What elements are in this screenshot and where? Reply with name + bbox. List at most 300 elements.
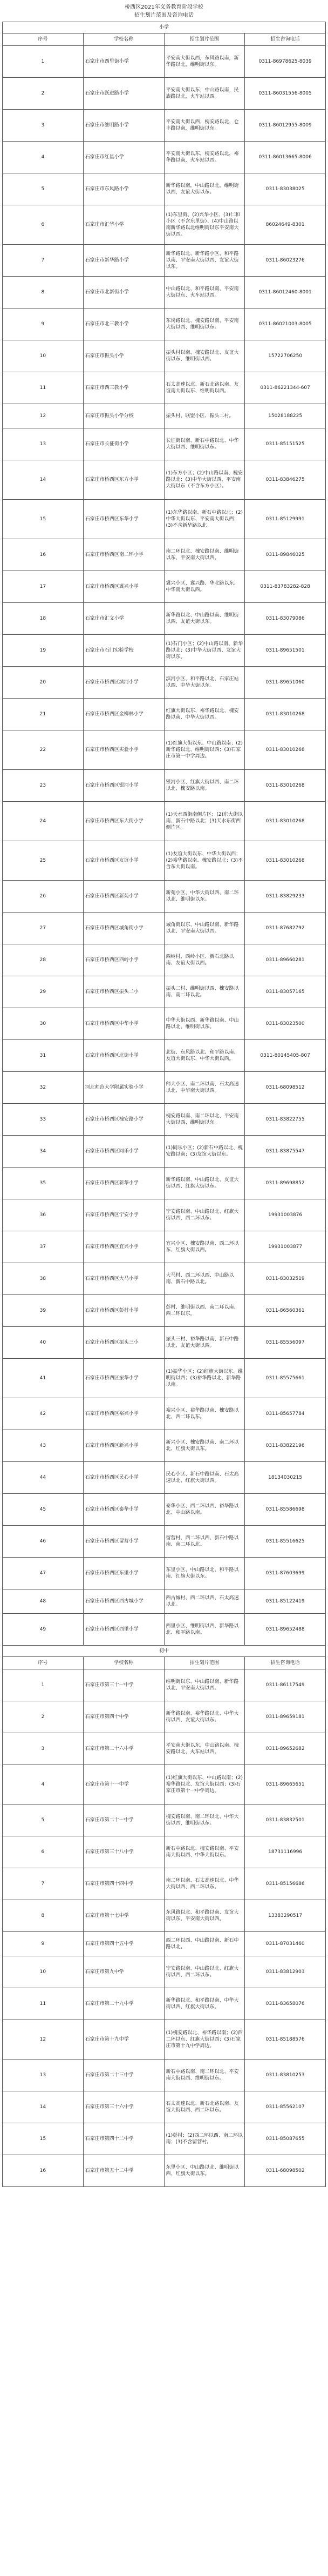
consult-phone: 0311-89652682 xyxy=(245,1733,326,1765)
school-name: 石家庄市桥西区泰华小学 xyxy=(83,1494,164,1526)
school-name: 石家庄市第四十五中学 xyxy=(83,1932,164,1956)
table-row xyxy=(3,2020,326,2060)
school-name: 石家庄市第三十八中学 xyxy=(83,1836,164,1868)
consult-phone: 18731116996 xyxy=(245,1836,326,1868)
enrollment-area: 城角街以东、中山路以南、新华路以北、平安南大街以西。 xyxy=(164,913,245,944)
school-name: 石家庄市第十一中学 xyxy=(83,1765,164,1804)
row-number: 40 xyxy=(3,1327,84,1359)
enrollment-area: 南二环以北、槐安路以南、维明街以东、平安南大街以西。 xyxy=(164,539,245,571)
enrollment-area: 石太高速以北、新石北路以南、友谊大街以西、西二环以东。 xyxy=(164,2091,245,2123)
enrollment-area: 新华路以北、中山路以南、维明街以西、友谊大街以东。 xyxy=(164,603,245,635)
school-name: 石家庄市桥西区裕兴小学 xyxy=(83,1398,164,1430)
enrollment-area: 东里小区、中山路以北、维明街以西、红旗大街以东。 xyxy=(164,2155,245,2187)
school-name: 石家庄市第二十六中学 xyxy=(83,1733,164,1765)
enrollment-area: 槐安路以南、南二环以北、中华大街以西、维明街以东。 xyxy=(164,1804,245,1836)
consult-phone: 0311-85151525 xyxy=(245,428,326,460)
school-name: 石家庄市振头小学 xyxy=(83,340,164,372)
table-row xyxy=(3,142,326,173)
consult-phone: 0311-68098512 xyxy=(245,1072,326,1104)
row-number: 16 xyxy=(3,2155,84,2187)
consult-phone: 13383290517 xyxy=(245,1900,326,1932)
school-name: 石家庄市桥西区中华小学 xyxy=(83,1008,164,1040)
school-name: 石家庄市第三十六中学 xyxy=(83,2091,164,2123)
consult-phone: 0311-85586698 xyxy=(245,1494,326,1526)
header-area: 招生划片范围 xyxy=(164,1657,245,1669)
table-row xyxy=(3,372,326,404)
consult-phone: 0311-85562107 xyxy=(245,2091,326,2123)
school-name: 石家庄市第二十一中学 xyxy=(83,1804,164,1836)
school-name: 石家庄市桥西区东华小学 xyxy=(83,500,164,539)
primary-section xyxy=(3,22,326,1646)
school-name: 石家庄市红星小学 xyxy=(83,142,164,173)
school-name: 石家庄市第十七中学 xyxy=(83,1900,164,1932)
table-row xyxy=(3,1494,326,1526)
enrollment-area: 西岭村、西岭小区、新石北路以南、友谊大街以西。 xyxy=(164,944,245,976)
enrollment-area: 新华路以南、中山路以北、友谊大街以西、红旗大街以东。 xyxy=(164,1168,245,1199)
row-number: 17 xyxy=(3,571,84,603)
table-row xyxy=(3,1359,326,1398)
row-number: 48 xyxy=(3,1589,84,1614)
school-name: 石家庄市桥西区冀兴小学 xyxy=(83,571,164,603)
row-number: 24 xyxy=(3,802,84,841)
row-number: 11 xyxy=(3,372,84,404)
enrollment-area: 新华路以北、新华路小区、和平路以南、平安南大街以西、友谊大街以东。 xyxy=(164,245,245,277)
row-number: 31 xyxy=(3,1040,84,1072)
consult-phone: 0311-89659181 xyxy=(245,1701,326,1733)
row-number: 15 xyxy=(3,500,84,539)
row-number: 37 xyxy=(3,1231,84,1263)
row-number: 21 xyxy=(3,699,84,730)
consult-phone: 15028188225 xyxy=(245,404,326,428)
table-row xyxy=(3,1168,326,1199)
enrollment-area: 泰华小区、西二环以西、裕华路以北、中山路以南。 xyxy=(164,1494,245,1526)
enrollment-area: 彭村、维明街以西、南二环以南、西二环以东。 xyxy=(164,1295,245,1327)
row-number: 44 xyxy=(3,1462,84,1494)
table-row xyxy=(3,1558,326,1589)
header-school: 学校名称 xyxy=(83,33,164,46)
school-name: 石家庄市第二十九中学 xyxy=(83,1988,164,2020)
school-name: 石家庄市桥西区新苑小学 xyxy=(83,881,164,913)
enrollment-area: (1)东华路以南、新石中路以北；(2)中华大街以东、平安南大街以西；(3)不含新华路以北。 xyxy=(164,500,245,539)
school-name: 石家庄市汇文小学 xyxy=(83,603,164,635)
table-row xyxy=(3,110,326,142)
consult-phone: 0311-83846275 xyxy=(245,460,326,500)
enrollment-area: 新苑小区、中华大街以西、南二环以北、维明街以东。 xyxy=(164,881,245,913)
consult-phone: 0311-83038025 xyxy=(245,173,326,205)
school-name: 石家庄市西三教小学 xyxy=(83,372,164,404)
row-number: 39 xyxy=(3,1295,84,1327)
school-name: 石家庄市桥西区振头三小 xyxy=(83,1327,164,1359)
table-row xyxy=(3,802,326,841)
table-row xyxy=(3,308,326,340)
row-number: 34 xyxy=(3,1136,84,1168)
row-number: 49 xyxy=(3,1614,84,1646)
school-name: 石家庄市桥西区新华小学 xyxy=(83,1168,164,1199)
school-name: 石家庄市振头小学分校 xyxy=(83,404,164,428)
enrollment-area: 中山路以北、和平路以南、平安南大街以东、火车站以西。 xyxy=(164,277,245,308)
row-number: 11 xyxy=(3,1988,84,2020)
table-row xyxy=(3,1900,326,1932)
school-name: 石家庄市东风路小学 xyxy=(83,173,164,205)
table-row xyxy=(3,699,326,730)
table-row xyxy=(3,635,326,667)
table-row xyxy=(3,1040,326,1072)
middle-section xyxy=(3,1646,326,2187)
table-row xyxy=(3,500,326,539)
row-number: 13 xyxy=(3,2060,84,2091)
table-row xyxy=(3,1199,326,1231)
school-name: 石家庄市桥西区西古城小学 xyxy=(83,1589,164,1614)
row-number: 22 xyxy=(3,730,84,770)
consult-phone: 0311-87682792 xyxy=(245,913,326,944)
enrollment-area: (1)东里街、(2)兴华小区、(3)仁和小区（不含东里街）、(4)中山路以南新华路以北维明街以东平安南大街以西。 xyxy=(164,205,245,245)
enrollment-area: 平安南大街以西，槐安路以北，仓丰路以南，维明街以东。 xyxy=(164,110,245,142)
enrollment-area: 新石中路以北、槐安路以南、平安南大街以西、中华大街以东。 xyxy=(164,1836,245,1868)
consult-phone: 0311-83783282-828 xyxy=(245,571,326,603)
table-row xyxy=(3,770,326,802)
table-row xyxy=(3,2091,326,2123)
consult-phone: 0311-85087655 xyxy=(245,2123,326,2155)
row-number: 47 xyxy=(3,1558,84,1589)
consult-phone: 0311-83023500 xyxy=(245,1008,326,1040)
row-number: 35 xyxy=(3,1168,84,1199)
enrollment-area: 平安南大街以东，中山路以南，民族路以北，火车站以西。 xyxy=(164,78,245,110)
enrollment-area: 平安南大街以东，槐安路以北，裕华路以南，火车站以西。 xyxy=(164,142,245,173)
school-name: 石家庄市桥西区槐安路小学 xyxy=(83,1104,164,1136)
row-number: 30 xyxy=(3,1008,84,1040)
enrollment-area: 石太高速以北、新石北路以南、友谊南大街以东、维明街以西。 xyxy=(164,372,245,404)
school-name: 石家庄市汇华小学 xyxy=(83,205,164,245)
enrollment-area: (1)红旗大街以东、中山路以南；(2)新华路以北、维明街以西；(3)石家庄市第一中学周边。 xyxy=(164,730,245,770)
title-block xyxy=(0,0,328,22)
row-number: 5 xyxy=(3,1804,84,1836)
consult-phone: 0311-89651060 xyxy=(245,667,326,699)
enrollment-area: (1)天水西街南侧片区；(2)东大街以南、新石中路以北；(3)天水东街西侧片区。 xyxy=(164,802,245,841)
table-row xyxy=(3,571,326,603)
consult-phone: 0311-68098502 xyxy=(245,2155,326,2187)
enrollment-area: 平安南大街以西，东风路以南，新华路以北，维明街以东。 xyxy=(164,46,245,78)
table-row xyxy=(3,1589,326,1614)
row-number: 43 xyxy=(3,1430,84,1462)
consult-phone: 0311-86560361 xyxy=(245,1295,326,1327)
consult-phone: 0311-83079086 xyxy=(245,603,326,635)
table-row xyxy=(3,841,326,881)
school-name: 石家庄市桥西区新兴小学 xyxy=(83,1430,164,1462)
consult-phone: 86024649-8301 xyxy=(245,205,326,245)
row-number: 28 xyxy=(3,944,84,976)
row-number: 1 xyxy=(3,1669,84,1701)
row-number: 3 xyxy=(3,110,84,142)
row-number: 23 xyxy=(3,770,84,802)
table-row xyxy=(3,539,326,571)
row-number: 46 xyxy=(3,1526,84,1558)
table-row xyxy=(3,976,326,1008)
consult-phone: 0311-89846025 xyxy=(245,539,326,571)
table-row xyxy=(3,428,326,460)
row-number: 2 xyxy=(3,1701,84,1733)
consult-phone: 0311-80145405-807 xyxy=(245,1040,326,1072)
table-row xyxy=(3,603,326,635)
enrollment-area: 西里小区、维明街以西、新华路以北、和平路以南。 xyxy=(164,1614,245,1646)
school-name: 石家庄市跃进路小学 xyxy=(83,78,164,110)
consult-phone: 0311-89651501 xyxy=(245,635,326,667)
page-title: 桥西区2021年义务教育阶段学校 xyxy=(125,4,203,10)
school-name: 河北师范大学附属实验小学 xyxy=(83,1072,164,1104)
row-number: 9 xyxy=(3,308,84,340)
enrollment-area: 东风路以北、和平路以南、友谊大街以东、平安南大街以西。 xyxy=(164,1900,245,1932)
table-row xyxy=(3,944,326,976)
enrollment-area: 宁安路以南、中山路以北、红旗大街以西、西二环以东。 xyxy=(164,1199,245,1231)
school-name: 石家庄市桥西区滨河小学 xyxy=(83,667,164,699)
row-number: 5 xyxy=(3,173,84,205)
table-row xyxy=(3,1231,326,1263)
row-number: 10 xyxy=(3,340,84,372)
table-row xyxy=(3,881,326,913)
consult-phone: 18134030215 xyxy=(245,1462,326,1494)
row-number: 26 xyxy=(3,881,84,913)
enrollment-area: 冀兴小区、冀兴路、华北路以东、中华南大街以西。 xyxy=(164,571,245,603)
table-row xyxy=(3,1868,326,1900)
table-row xyxy=(3,913,326,944)
consult-phone: 0311-83010268 xyxy=(245,730,326,770)
enrollment-area: 宜兴小区、槐安路以南、西二环以东、红旗大街以西。 xyxy=(164,1231,245,1263)
enrollment-area: (1)友谊大街以东、中华大街以西；(2)裕华路以南、槐安路以北；(3)不含东大街以南。 xyxy=(164,841,245,881)
school-name: 石家庄市桥西区友谊小学 xyxy=(83,841,164,881)
section-row-middle xyxy=(3,1646,326,1657)
row-number: 42 xyxy=(3,1398,84,1430)
header-no: 序号 xyxy=(3,33,84,46)
table-row xyxy=(3,730,326,770)
row-number: 38 xyxy=(3,1263,84,1295)
row-number: 6 xyxy=(3,205,84,245)
enrollment-area: 滨河小区、和平路以北、石家庄站以西、中华大街以东。 xyxy=(164,667,245,699)
table-row xyxy=(3,1956,326,1988)
section-label-middle: 初中 xyxy=(3,1646,326,1657)
enrollment-area: 民心小区、新石中路以南、石太高速以北、红旗大街以西。 xyxy=(164,1462,245,1494)
school-name: 石家庄市桥西区彭村小学 xyxy=(83,1295,164,1327)
row-number: 20 xyxy=(3,667,84,699)
table-row xyxy=(3,1836,326,1868)
enrollment-area: 东里小区、中山路以北、和平路以南、红旗大街以东。 xyxy=(164,1558,245,1589)
table-row xyxy=(3,2155,326,2187)
enrollment-area: 振头二村、维明街以西、槐安路以南、南二环以北。 xyxy=(164,976,245,1008)
school-name: 石家庄市桥西区北街小学 xyxy=(83,1040,164,1072)
consult-phone: 0311-83010268 xyxy=(245,770,326,802)
consult-phone: 0311-83032519 xyxy=(245,1263,326,1295)
consult-phone: 0311-86978625-8039 xyxy=(245,46,326,78)
consult-phone: 19931003876 xyxy=(245,1199,326,1231)
school-name: 石家庄市第五十二中学 xyxy=(83,2155,164,2187)
enrollment-area: 新华路以南、裕华路以北、中华大街以西、友谊大街以东。 xyxy=(164,1701,245,1733)
row-number: 36 xyxy=(3,1199,84,1231)
header-phone: 招生咨询电话 xyxy=(245,1657,326,1669)
enrollment-area: (1)石门小区；(2)中山路以南、新华路以北；(3)中华大街以西、友谊大街以东。 xyxy=(164,635,245,667)
consult-phone: 0311-85516625 xyxy=(245,1526,326,1558)
row-number: 7 xyxy=(3,245,84,277)
school-name: 石家庄市新华路小学 xyxy=(83,245,164,277)
enrollment-area: 留营村、西二环以西、新石中路以南、南二环以北。 xyxy=(164,1526,245,1558)
school-name: 石家庄市第二十三中学 xyxy=(83,2060,164,2091)
school-name: 石家庄市桥西区大马小学 xyxy=(83,1263,164,1295)
consult-phone: 15722706250 xyxy=(245,340,326,372)
table-row xyxy=(3,78,326,110)
consult-phone: 19931003877 xyxy=(245,1231,326,1263)
table-row xyxy=(3,245,326,277)
consult-phone: 0311-86012955-8009 xyxy=(245,110,326,142)
page-subtitle: 招生划片范围及咨询电话 xyxy=(134,12,194,18)
enrollment-area: 新华路以南，中山路以北，维明街以西，友谊大街以东。 xyxy=(164,173,245,205)
table-row xyxy=(3,1669,326,1701)
consult-phone: 0311-85575661 xyxy=(245,1359,326,1398)
header-school: 学校名称 xyxy=(83,1657,164,1669)
row-number: 18 xyxy=(3,603,84,635)
consult-phone: 0311-83010268 xyxy=(245,699,326,730)
consult-phone: 0311-83812903 xyxy=(245,1956,326,1988)
consult-phone: 0311-86023276 xyxy=(245,245,326,277)
school-name: 石家庄市桥西区南二环小学 xyxy=(83,539,164,571)
school-name: 石家庄市石门实验学校 xyxy=(83,635,164,667)
consult-phone: 0311-83658076 xyxy=(245,1988,326,2020)
enrollment-area: 师大小区、南二环以南、石太高速以北、中华南大街以西。 xyxy=(164,1072,245,1104)
enrollment-area: 新石中路以南、南二环以北、平安南大街以西、维明街以东。 xyxy=(164,2060,245,2091)
table-row xyxy=(3,46,326,78)
header-no: 序号 xyxy=(3,1657,84,1669)
row-number: 10 xyxy=(3,1956,84,1988)
consult-phone: 0311-83010268 xyxy=(245,802,326,841)
table-row xyxy=(3,1398,326,1430)
row-number: 8 xyxy=(3,1900,84,1932)
school-name: 石家庄市桥西区城角街小学 xyxy=(83,913,164,944)
school-name: 石家庄市北三教小学 xyxy=(83,308,164,340)
table-row xyxy=(3,205,326,245)
consult-phone: 0311-86013665-8006 xyxy=(245,142,326,173)
table-row xyxy=(3,1765,326,1804)
consult-phone: 0311-85129991 xyxy=(245,500,326,539)
enrollment-area: 维明街以东、中山路以南、新华路以北、平安南大街以西。 xyxy=(164,1669,245,1701)
school-name: 石家庄市第四十四中学 xyxy=(83,1868,164,1900)
consult-phone: 0311-83875547 xyxy=(245,1136,326,1168)
table-row xyxy=(3,1932,326,1956)
row-number: 1 xyxy=(3,46,84,78)
row-number: 27 xyxy=(3,913,84,944)
consult-phone: 0311-83810253 xyxy=(245,2060,326,2091)
row-number: 6 xyxy=(3,1836,84,1868)
school-name: 石家庄市第四十中学 xyxy=(83,1701,164,1733)
table-row xyxy=(3,1988,326,2020)
row-number: 45 xyxy=(3,1494,84,1526)
row-number: 33 xyxy=(3,1104,84,1136)
admission-table xyxy=(2,22,326,2187)
row-number: 12 xyxy=(3,404,84,428)
consult-phone: 0311-86221344-607 xyxy=(245,372,326,404)
table-row xyxy=(3,1104,326,1136)
row-number: 19 xyxy=(3,635,84,667)
table-row xyxy=(3,2060,326,2091)
school-name: 石家庄市桥西区东大街小学 xyxy=(83,802,164,841)
consult-phone: 0311-85657784 xyxy=(245,1398,326,1430)
enrollment-area: 宁安路以南、中山路以北、红旗大街以西、西二环以东。 xyxy=(164,1956,245,1988)
consult-phone: 0311-89698852 xyxy=(245,1168,326,1199)
section-row-primary xyxy=(3,22,326,33)
enrollment-area: 红旗大街以东、裕华路以北、槐安路以南、中华大街以西。 xyxy=(164,699,245,730)
school-name: 石家庄市桥西区振华小学 xyxy=(83,1359,164,1398)
section-label-primary: 小学 xyxy=(3,22,326,33)
school-name: 石家庄市长征街小学 xyxy=(83,428,164,460)
school-name: 石家庄市桥西区同乐小学 xyxy=(83,1136,164,1168)
school-name: 石家庄市桥西区银河小学 xyxy=(83,770,164,802)
table-row xyxy=(3,340,326,372)
row-number: 3 xyxy=(3,1733,84,1765)
row-number: 4 xyxy=(3,1765,84,1804)
table-row xyxy=(3,1072,326,1104)
enrollment-area: 新华路以北、和平路以南、中华大街以西、红旗大街以东。 xyxy=(164,1988,245,2020)
row-number: 32 xyxy=(3,1072,84,1104)
consult-phone: 0311-83822196 xyxy=(245,1430,326,1462)
enrollment-area: (1)红旗大街以东、中山路以南；(2)裕华路以北、友谊大街以西；(3)石家庄市第十一中学周边。 xyxy=(164,1765,245,1804)
enrollment-area: 西古城村、西二环以西、石太高速以北。 xyxy=(164,1589,245,1614)
consult-phone: 0311-89665651 xyxy=(245,1765,326,1804)
table-row xyxy=(3,1430,326,1462)
table-row xyxy=(3,1263,326,1295)
row-number: 8 xyxy=(3,277,84,308)
school-name: 石家庄市桥西区宜兴小学 xyxy=(83,1231,164,1263)
school-name: 石家庄市第九中学 xyxy=(83,1956,164,1988)
enrollment-area: 中华大街以西、新华路以南、中山路以北、维明街以东。 xyxy=(164,1008,245,1040)
table-header-primary xyxy=(3,33,326,46)
row-number: 4 xyxy=(3,142,84,173)
table-row xyxy=(3,1733,326,1765)
table-row xyxy=(3,460,326,500)
row-number: 9 xyxy=(3,1932,84,1956)
row-number: 25 xyxy=(3,841,84,881)
enrollment-area: 平安南大街以东、中山路以南、槐安路以北、火车站以西。 xyxy=(164,1733,245,1765)
school-name: 石家庄市第四十二中学 xyxy=(83,2123,164,2155)
school-name: 石家庄市第三十一中学 xyxy=(83,1669,164,1701)
consult-phone: 0311-85188576 xyxy=(245,2020,326,2060)
row-number: 12 xyxy=(3,2020,84,2060)
school-name: 石家庄市桥西区振头二小 xyxy=(83,976,164,1008)
table-row xyxy=(3,2123,326,2155)
enrollment-area: 银河小区、红旗大街以西、南二环以北、槐安路以南。 xyxy=(164,770,245,802)
school-name: 石家庄市第十九中学 xyxy=(83,2020,164,2060)
consult-phone: 0311-86117549 xyxy=(245,1669,326,1701)
consult-phone: 0311-87603699 xyxy=(245,1558,326,1589)
header-phone: 招生咨询电话 xyxy=(245,33,326,46)
enrollment-area: 西二环以西、中山路以南、新石中路以北。 xyxy=(164,1932,245,1956)
enrollment-area: 新兴小区、槐安路以南、南二环以北、红旗大街以东。 xyxy=(164,1430,245,1462)
row-number: 13 xyxy=(3,428,84,460)
row-number: 16 xyxy=(3,539,84,571)
consult-phone: 0311-86021003-8005 xyxy=(245,308,326,340)
table-row xyxy=(3,1008,326,1040)
consult-phone: 0311-85122419 xyxy=(245,1589,326,1614)
consult-phone: 0311-83832501 xyxy=(245,1804,326,1836)
consult-phone: 0311-86031556-8005 xyxy=(245,78,326,110)
table-row xyxy=(3,1462,326,1494)
school-name: 石家庄市桥西区东方小学 xyxy=(83,460,164,500)
row-number: 14 xyxy=(3,460,84,500)
consult-phone: 0311-87031460 xyxy=(245,1932,326,1956)
school-name: 石家庄市北新街小学 xyxy=(83,277,164,308)
school-name: 石家庄市桥西区西里小学 xyxy=(83,1614,164,1646)
table-row xyxy=(3,1614,326,1646)
consult-phone: 0311-86012460-8001 xyxy=(245,277,326,308)
school-name: 石家庄市桥西区宁安小学 xyxy=(83,1199,164,1231)
enrollment-area: 槐安路以南、南二环以北、平安南大街以西、维明街以东。 xyxy=(164,1104,245,1136)
enrollment-area: 南二环以南、石太高速以北、中华大街以西、西二环以东。 xyxy=(164,1868,245,1900)
school-name: 石家庄市桥西区金柳林小学 xyxy=(83,699,164,730)
row-number: 41 xyxy=(3,1359,84,1398)
